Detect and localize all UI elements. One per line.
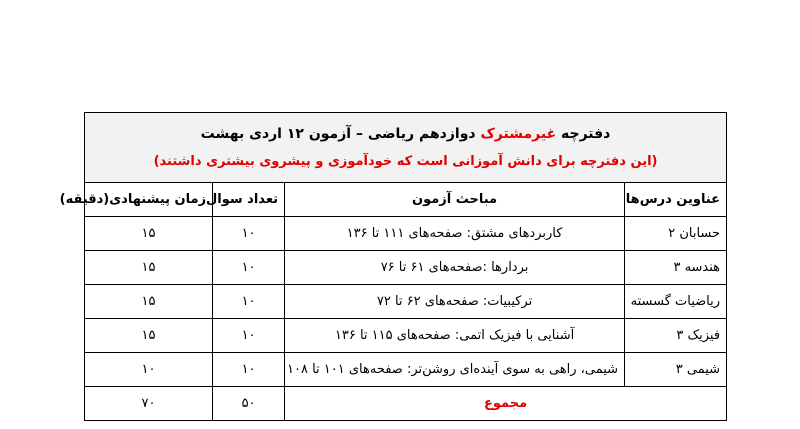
total-label: مجموع bbox=[285, 387, 727, 421]
course-cell: حسابان ۲ bbox=[625, 217, 727, 251]
topics-cell: آشنایی با فیزیک اتمی: صفحه‌های ۱۱۵ تا ۱۳۶ bbox=[285, 319, 625, 353]
topics-cell: ترکیبیات: صفحه‌های ۶۲ تا ۷۲ bbox=[285, 285, 625, 319]
course-cell: فیزیک ۳ bbox=[625, 319, 727, 353]
questions-cell: ۱۰ bbox=[213, 217, 285, 251]
time-cell: ۱۰ bbox=[85, 353, 213, 387]
table-title bbox=[91, 123, 720, 145]
time-cell: ۱۵ bbox=[85, 319, 213, 353]
table-row bbox=[85, 319, 727, 353]
table-row bbox=[85, 353, 727, 387]
time-cell: ۱۵ bbox=[85, 285, 213, 319]
table-row bbox=[85, 217, 727, 251]
column-header-row bbox=[85, 183, 727, 217]
questions-cell: ۱۰ bbox=[213, 251, 285, 285]
table-row bbox=[85, 251, 727, 285]
questions-cell: ۱۰ bbox=[213, 353, 285, 387]
course-cell: شیمی ۳ bbox=[625, 353, 727, 387]
total-row bbox=[85, 387, 727, 421]
title-rest: دوازدهم ریاضی – آزمون ۱۲ اردی بهشت bbox=[200, 125, 476, 142]
questions-cell: ۱۰ bbox=[213, 285, 285, 319]
col-header-time: زمان پیشنهادی(دقیقه) bbox=[85, 183, 213, 217]
time-cell: ۱۵ bbox=[85, 217, 213, 251]
time-cell: ۱۵ bbox=[85, 251, 213, 285]
title-highlight: غیرمشترک bbox=[480, 125, 557, 142]
total-time: ۷۰ bbox=[85, 387, 213, 421]
topics-cell: کاربردهای مشتق: صفحه‌های ۱۱۱ تا ۱۳۶ bbox=[285, 217, 625, 251]
table-row bbox=[85, 285, 727, 319]
table-header bbox=[85, 113, 727, 183]
col-header-course: عناوین درس‌ها bbox=[625, 183, 727, 217]
title-prefix: دفترچه bbox=[561, 125, 611, 142]
col-header-questions: تعداد سوال bbox=[213, 183, 285, 217]
course-cell: هندسه ۳ bbox=[625, 251, 727, 285]
total-questions: ۵۰ bbox=[213, 387, 285, 421]
table-subtitle: (این دفترچه برای دانش آموزانی است که خودآموزی و پیشروی بیشتری داشتند) bbox=[153, 153, 658, 169]
col-header-topics: مباحث آزمون bbox=[285, 183, 625, 217]
topics-cell: شیمی، راهی به سوی آینده‌ای روشن‌تر: صفحه‌های ۱۰۱ تا ۱۰۸ bbox=[285, 353, 625, 387]
topics-cell: بردارها :صفحه‌های ۶۱ تا ۷۶ bbox=[285, 251, 625, 285]
course-cell: ریاضیات گسسته bbox=[625, 285, 727, 319]
exam-schedule-table bbox=[59, 112, 727, 421]
questions-cell: ۱۰ bbox=[213, 319, 285, 353]
